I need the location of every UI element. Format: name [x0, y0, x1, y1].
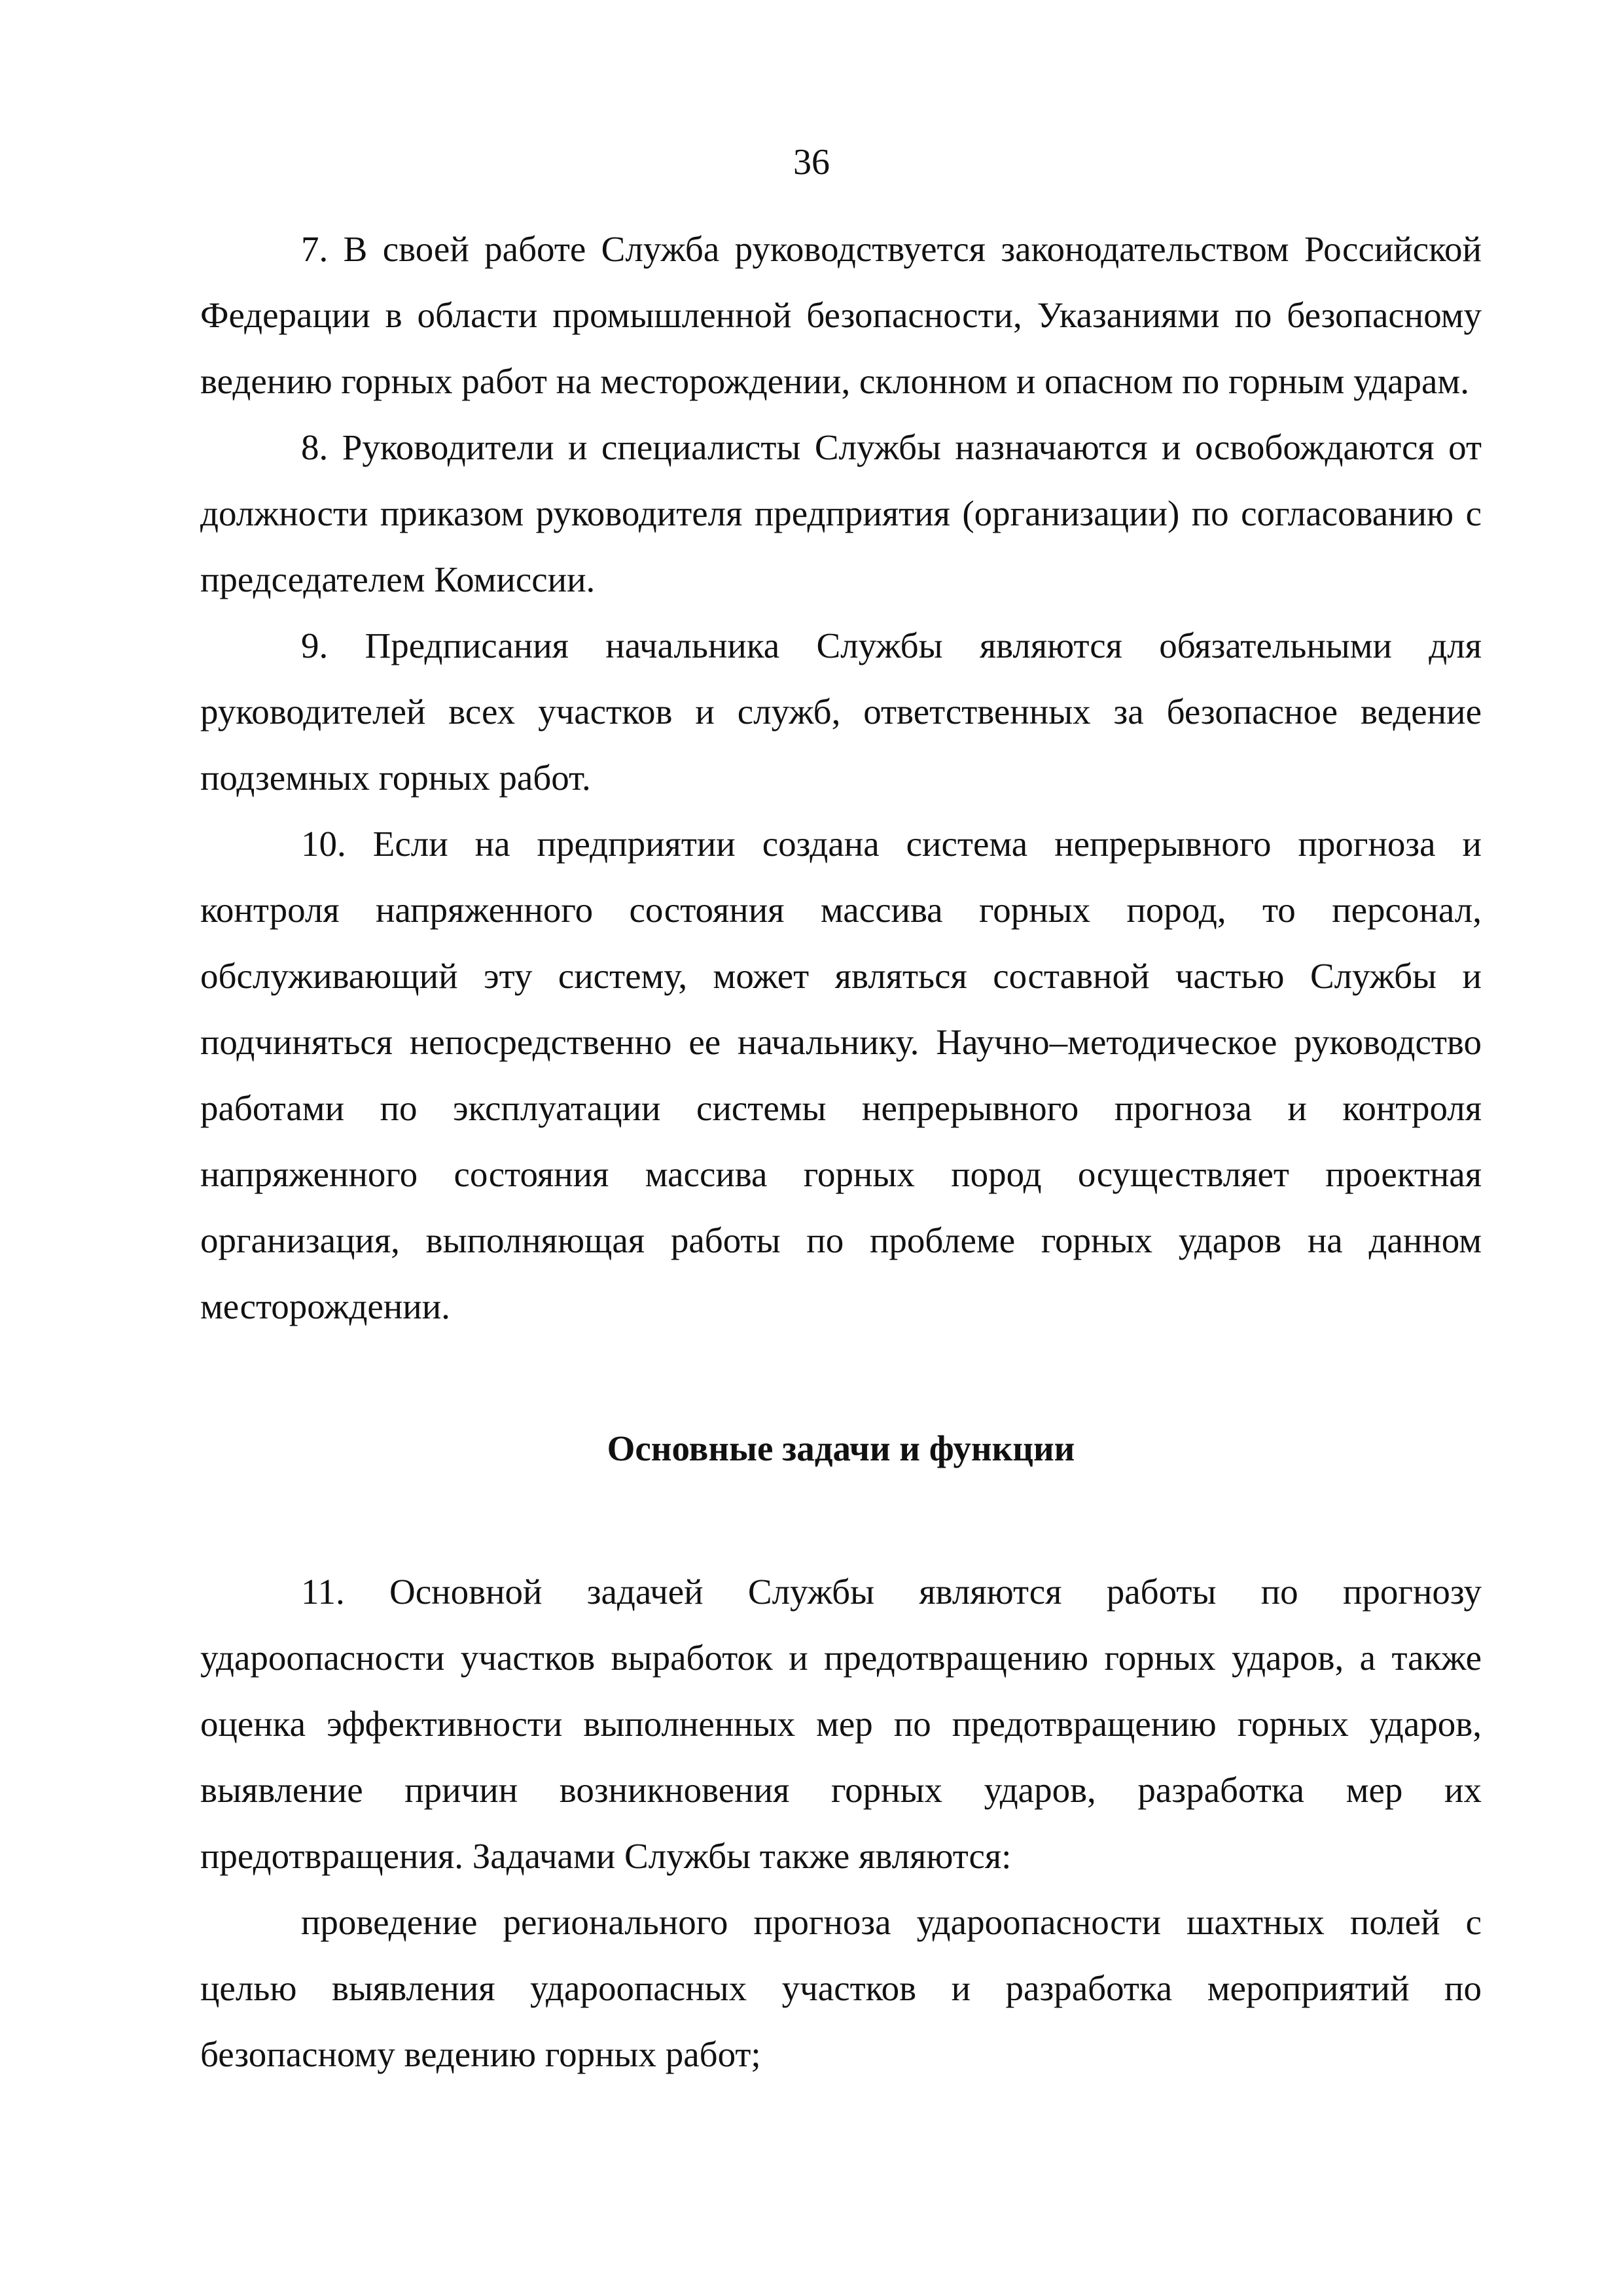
- section-heading: Основные задачи и функции: [607, 1428, 1075, 1468]
- paragraph-11: 11. Основной задачей Службы являются работы по прогнозу удароопасности участков выработок и предотвращению горных ударов, а также оценка эффективности выполненных мер по предотвращению горных ударов, выявление причин возникновения горных ударов, разработка мер их предотвращения. Задачами Службы также являются:: [200, 1572, 1482, 1876]
- page-number: 36: [793, 142, 830, 183]
- list-item-regional-forecast: проведение регионального прогноза удароопасности шахтных полей с целью выявления удароопасных участков и разработка мероприятий по безопасному ведению горных работ;: [200, 1902, 1482, 2074]
- document-body: [200, 216, 1482, 2087]
- paragraph-8: 8. Руководители и специалисты Службы назначаются и освобождаются от должности приказом руководителя предприятия (организации) по согласованию с председателем Комиссии.: [200, 427, 1482, 599]
- paragraph-10: 10. Если на предприятии создана система непрерывного прогноза и контроля напряженного состояния массива горных пород, то персонал, обслуживающий эту систему, может являться составной частью Службы и подчиняться непосредственно ее начальнику. Научно–методическое руководство работами по эксплуатации системы непрерывного прогноза и контроля напряженного состояния массива горных пород осуществляет проектная организация, выполняющая работы по проблеме горных ударов на данном месторождении.: [200, 824, 1482, 1326]
- paragraph-7: 7. В своей работе Служба руководствуется законодательством Российской Федерации в области промышленной безопасности, Указаниями по безопасному ведению горных работ на месторождении, склонном и опасном по горным ударам.: [200, 229, 1482, 401]
- paragraph-9: 9. Предписания начальника Службы являются обязательными для руководителей всех участков и служб, ответственных за безопасное ведение подземных горных работ.: [200, 626, 1482, 798]
